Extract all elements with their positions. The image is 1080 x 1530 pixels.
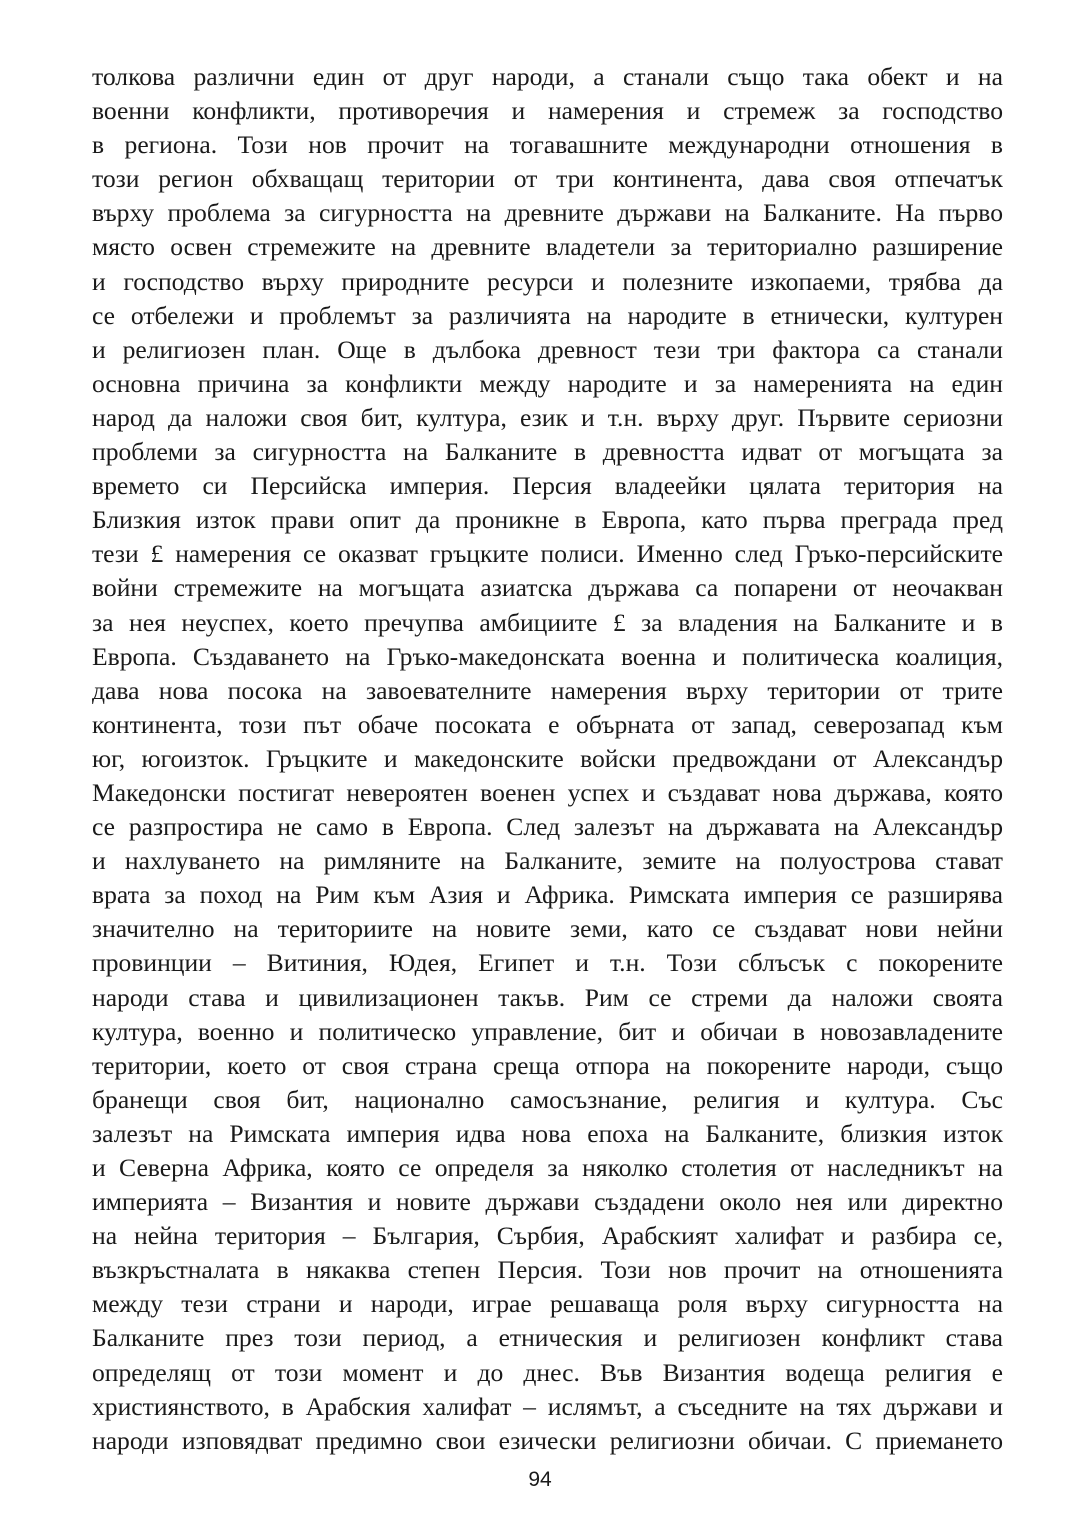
text-line: провинции – Витиния, Юдея, Египет и т.н. Този сблъсък с покорените: [92, 948, 1003, 978]
text-line: времето си Персийска империя. Персия владеейки цялата територия на: [92, 471, 1003, 501]
text-line: и религиозен план. Още в дълбока древност тези три фактора са станали: [92, 334, 1003, 364]
text-line: толкова различни един от друг народи, а станали също така обект и на: [92, 62, 1003, 91]
text-line: основна причина за конфликти между народите и за намеренията на един: [92, 368, 1003, 398]
text-line: народ да наложи своя бит, култура, език и т.н. върху друг. Първите сериозни: [92, 402, 1003, 432]
text-line: за нея неуспех, което пречупва амбициите £ за владения на Балканите и в: [92, 607, 1003, 637]
text-line: определящ от този момент и до днес. Във Византия водеща религия е: [92, 1357, 1003, 1387]
text-line: бранещи своя бит, национално самосъзнание, религия и култура. Със: [92, 1084, 1003, 1114]
text-line: Европа. Създаването на Гръко-македонската военна и политическа коалиция,: [92, 641, 1003, 671]
text-line: в региона. Този нов прочит на тогавашните международни отношения в: [92, 130, 1003, 160]
page-number: 94: [528, 1468, 552, 1491]
text-line: Македонски постигат невероятен военен успех и създават нова държава, която: [92, 777, 1003, 807]
text-line: този регион обхващащ територии от три континента, дава своя отпечатък: [92, 164, 1003, 194]
text-line: тези £ намерения се оказват гръцките полиси. Именно след Гръко-персийските: [92, 539, 1003, 569]
text-line: дава нова посока на завоевателните намерения върху територии от трите: [92, 675, 1003, 705]
text-line: значително на териториите на новите земи, като се създават нови нейни: [92, 914, 1003, 944]
text-line: Балканите през този период, а етническия и религиозен конфликт става: [92, 1323, 1003, 1353]
text-line: и Северна Африка, която се определя за няколко столетия от наследникът на: [92, 1153, 1003, 1182]
text-line: територии, което от своя страна среща отпора на покорените народи, също: [92, 1050, 1003, 1080]
text-line: християнството, в Арабския халифат – ислямът, а съседните на тях държави и: [92, 1391, 1003, 1421]
text-line: врата за поход на Рим към Азия и Африка. Римската империя се разширява: [92, 880, 1003, 910]
text-line: между тези страни и народи, играе решаваща роля върху сигурността на: [92, 1289, 1003, 1319]
text-line: място освен стремежите на древните владетели за териториално разширение: [92, 232, 1003, 262]
text-line: народи става и цивилизационен такъв. Рим се стреми да наложи своята: [92, 982, 1003, 1012]
text-line: се разпростира не само в Европа. След залезът на държавата на Александър: [92, 812, 1003, 842]
text-line: се отбележи и проблемът за различията на народите в етнически, културен: [92, 300, 1003, 330]
text-line: войни стремежите на могъщата азиатска държава са попарени от неочакван: [92, 573, 1003, 603]
text-line: народи изповядват предимно свои езически религиозни обичаи. С приемането: [92, 1425, 1003, 1455]
text-line: на нейна територия – България, Сърбия, Арабският халифат и разбира се,: [92, 1221, 1003, 1251]
text-line: военни конфликти, противоречия и намерения и стремеж за господство: [92, 96, 1003, 126]
text-line: култура, военно и политическо управление, бит и обичаи в новозавладените: [92, 1016, 1003, 1046]
text-line: и нахлуването на римляните на Балканите, земите на полуострова стават: [92, 846, 1003, 876]
text-line: върху проблема за сигурността на древните държави на Балканите. На първо: [92, 198, 1003, 228]
body-text: [92, 60, 1003, 1458]
text-line: проблеми за сигурността на Балканите в древността идват от могъщата за: [92, 437, 1003, 467]
text-line: юг, югоизток. Гръцките и македонските войски предвождани от Александър: [92, 743, 1003, 773]
text-line: залезът на Римската империя идва нова епоха на Балканите, близкия изток: [92, 1118, 1003, 1148]
text-line: възкръстналата в някаква степен Персия. Този нов прочит на отношенията: [92, 1255, 1003, 1285]
text-line: и господство върху природните ресурси и полезните изкопаеми, трябва да: [92, 266, 1003, 296]
text-line: империята – Византия и новите държави създадени около нея или директно: [92, 1187, 1003, 1217]
text-line: континента, този път обаче посоката е обърната от запад, северозапад към: [92, 709, 1003, 739]
text-line: Близкия изток прави опит да проникне в Европа, като първа преграда пред: [92, 505, 1003, 535]
